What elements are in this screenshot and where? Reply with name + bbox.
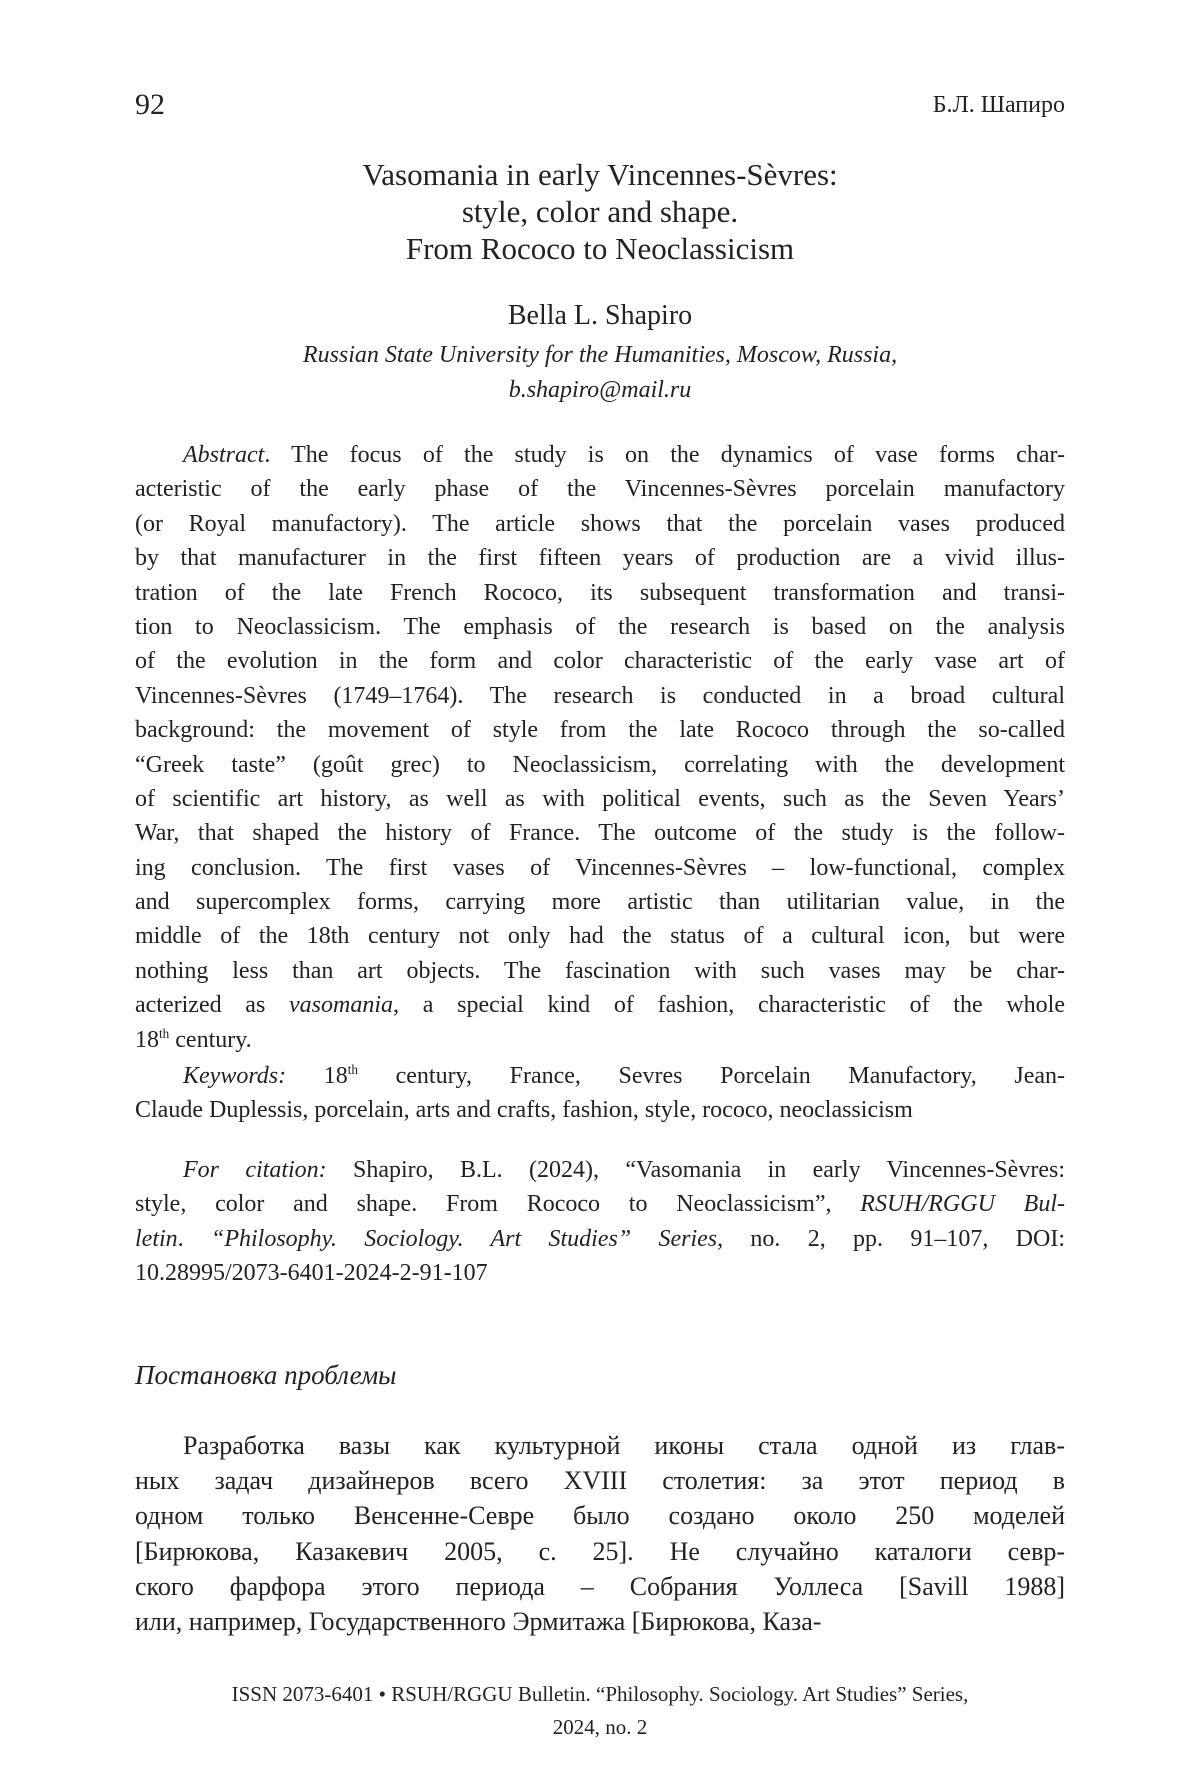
- text-segment: одном только Венсенне-Севре было создано около 250 моделей: [135, 1501, 1065, 1530]
- text-segment: middle of the 18th century not only had the status of a cultural icon, but were: [135, 923, 1065, 949]
- italic-text: “Philosophy. Sociology. Art Studies” Series: [211, 1226, 717, 1252]
- author-affiliation: [0, 338, 1200, 408]
- page-footer: [0, 1678, 1200, 1744]
- running-header-author: Б.Л. Шапиро: [933, 92, 1065, 119]
- text-segment: of the evolution in the form and color characteristic of the early vase art of: [135, 648, 1065, 674]
- text-segment: . The focus of the study is on the dynamics of vase forms char-: [264, 442, 1065, 468]
- footer-line: 2024, no. 2: [0, 1711, 1200, 1744]
- text-line: [135, 885, 1065, 919]
- text-segment: , a special kind of fashion, characteristic of the whole: [393, 992, 1065, 1018]
- body-paragraph: [135, 1428, 1065, 1639]
- text-line: [135, 1428, 1065, 1463]
- author-name: Bella L. Shapiro: [0, 300, 1200, 332]
- section-heading: Постановка проблемы: [135, 1360, 396, 1391]
- text-line: [135, 919, 1065, 953]
- keywords: [135, 1059, 1065, 1128]
- text-line: [135, 507, 1065, 541]
- text-line: [135, 1256, 1065, 1290]
- text-segment: Shapiro, B.L. (2024), “Vasomania in early Vincennes-Sèvres:: [327, 1157, 1065, 1183]
- text-line: [135, 472, 1065, 506]
- text-line: [135, 1023, 1065, 1057]
- article-title: [0, 156, 1200, 267]
- text-line: [135, 644, 1065, 678]
- text-segment: acteristic of the early phase of the Vincennes-Sèvres porcelain manufactory: [135, 476, 1065, 502]
- text-segment: of scientific art history, as well as with political events, such as the Seven Years’: [135, 786, 1065, 812]
- text-line: [135, 1463, 1065, 1498]
- text-segment: , no. 2, pp. 91–107, DOI:: [717, 1226, 1065, 1252]
- text-segment: “Greek taste” (goût grec) to Neoclassicism, correlating with the development: [135, 752, 1065, 778]
- page-number: 92: [135, 88, 165, 122]
- text-segment: или, например, Государственного Эрмитажа [Бирюкова, Каза-: [135, 1607, 821, 1636]
- italic-text: vasomania: [289, 992, 393, 1018]
- text-line: [135, 954, 1065, 988]
- text-segment: and supercomplex forms, carrying more artistic than utilitarian value, in the: [135, 889, 1065, 915]
- text-line: [135, 1569, 1065, 1604]
- text-segment: (or Royal manufactory). The article shows that the porcelain vases produced: [135, 511, 1065, 537]
- title-line: From Rococo to Neoclassicism: [0, 230, 1200, 267]
- text-segment: style, color and shape. From Rococo to Neoclassicism”,: [135, 1191, 860, 1217]
- italic-text: RSUH/RGGU Bul-: [860, 1191, 1065, 1217]
- text-segment: [Бирюкова, Казакевич 2005, с. 25]. Не случайно каталоги севр-: [135, 1537, 1065, 1566]
- text-segment: War, that shaped the history of France. The outcome of the study is the follow-: [135, 820, 1065, 846]
- text-segment: tration of the late French Rococo, its subsequent transformation and transi-: [135, 580, 1065, 606]
- text-line: [135, 748, 1065, 782]
- italic-text: For citation:: [183, 1157, 327, 1183]
- italic-text: letin: [135, 1226, 178, 1252]
- text-segment: background: the movement of style from the late Rococo through the so-called: [135, 717, 1065, 743]
- affiliation: Russian State University for the Humanities, Moscow, Russia,: [0, 338, 1200, 373]
- text-line: [135, 851, 1065, 885]
- text-segment: .: [178, 1226, 211, 1252]
- superscript: th: [348, 1062, 358, 1077]
- text-line: [135, 1222, 1065, 1256]
- text-line: [135, 816, 1065, 850]
- text-segment: century, France, Sevres Porcelain Manufactory, Jean-: [358, 1063, 1065, 1089]
- superscript: th: [159, 1025, 169, 1040]
- text-segment: 18: [286, 1063, 348, 1089]
- text-segment: tion to Neoclassicism. The emphasis of the research is based on the analysis: [135, 614, 1065, 640]
- text-line: [135, 1187, 1065, 1221]
- text-line: [135, 713, 1065, 747]
- citation: [135, 1153, 1065, 1291]
- text-line: [135, 610, 1065, 644]
- text-segment: ского фарфора этого периода – Собрания Уоллеса [Savill 1988]: [135, 1572, 1065, 1601]
- text-line: [135, 1093, 1065, 1127]
- text-line: [135, 541, 1065, 575]
- text-line: [135, 438, 1065, 472]
- text-segment: nothing less than art objects. The fascination with such vases may be char-: [135, 958, 1065, 984]
- text-line: [135, 1059, 1065, 1093]
- text-line: [135, 1604, 1065, 1639]
- text-line: [135, 782, 1065, 816]
- text-segment: ing conclusion. The first vases of Vincennes-Sèvres – low-functional, complex: [135, 855, 1065, 881]
- text-line: [135, 1498, 1065, 1533]
- text-segment: Claude Duplessis, porcelain, arts and crafts, fashion, style, rococo, neoclassicism: [135, 1097, 913, 1123]
- footer-line: ISSN 2073-6401 • RSUH/RGGU Bulletin. “Philosophy. Sociology. Art Studies” Series,: [0, 1678, 1200, 1711]
- title-line: Vasomania in early Vincennes-Sèvres:: [0, 156, 1200, 193]
- text-line: [135, 679, 1065, 713]
- abstract: [135, 438, 1065, 1057]
- text-line: [135, 988, 1065, 1022]
- text-line: [135, 576, 1065, 610]
- text-line: [135, 1153, 1065, 1187]
- text-segment: acterized as: [135, 992, 289, 1018]
- text-segment: century.: [169, 1027, 251, 1053]
- text-segment: Vincennes-Sèvres (1749–1764). The research is conducted in a broad cultural: [135, 683, 1065, 709]
- author-email[interactable]: b.shapiro@mail.ru: [0, 373, 1200, 408]
- text-segment: 18: [135, 1027, 159, 1053]
- title-line: style, color and shape.: [0, 193, 1200, 230]
- text-segment: ных задач дизайнеров всего XVIII столетия: за этот период в: [135, 1466, 1065, 1495]
- text-segment: 10.28995/2073-6401-2024-2-91-107: [135, 1260, 488, 1286]
- text-segment: Разработка вазы как культурной иконы стала одной из глав-: [183, 1431, 1065, 1460]
- italic-text: Keywords:: [183, 1063, 286, 1089]
- text-segment: by that manufacturer in the first fifteen years of production are a vivid illus-: [135, 545, 1065, 571]
- text-line: [135, 1534, 1065, 1569]
- italic-text: Abstract: [183, 442, 264, 468]
